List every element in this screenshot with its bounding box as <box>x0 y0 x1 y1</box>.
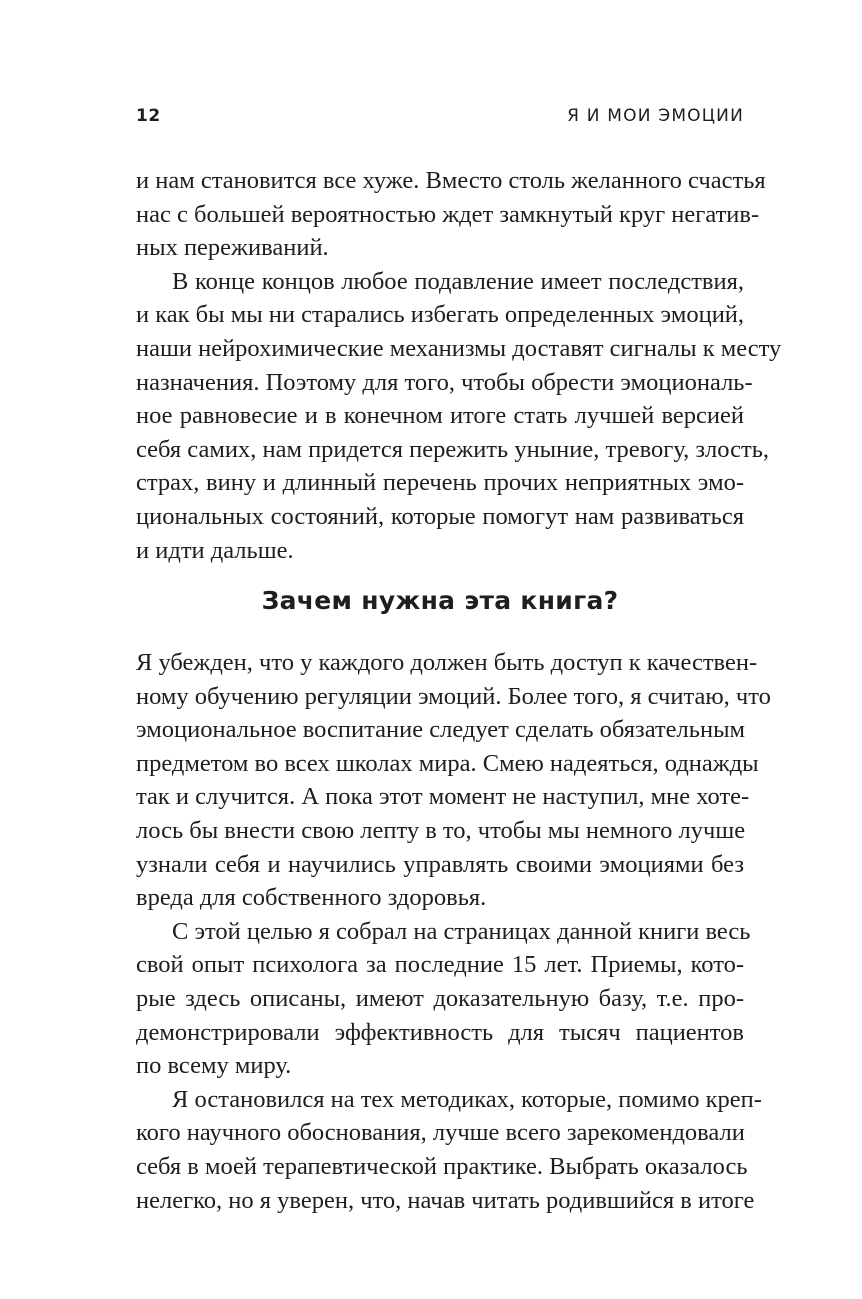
text-block-top <box>136 164 782 567</box>
text-line: эмоциональное воспитание следует сделать обязательным <box>136 716 746 744</box>
text-line: ное равновесие и в конечном итоге стать лучшей версией <box>136 402 744 430</box>
text-line: и нам становится все хуже. Вместо столь желанного счастья <box>136 167 766 194</box>
text-line: демонстрировали эффективность для тысяч пациентов <box>136 1018 744 1046</box>
text-line: назначения. Поэтому для того, чтобы обрести эмоциональ- <box>136 368 753 396</box>
paragraph <box>136 164 766 265</box>
text-line: предметом во всех школах мира. Смею надеяться, однажды <box>136 749 759 777</box>
text-line: себя в моей терапевтической практике. Выбрать оказалось <box>136 1152 748 1180</box>
text-line: кого научного обоснования, лучше всего зарекомендовали <box>136 1119 745 1147</box>
text-block-bottom <box>136 646 771 1217</box>
text-line: С этой целью я собрал на страницах данной книги весь <box>172 917 751 945</box>
text-line: Я убежден, что у каждого должен быть доступ к качествен- <box>136 649 758 676</box>
text-line: наши нейрохимические механизмы доставят сигналы к месту <box>136 334 782 362</box>
text-line: лось бы внести свою лепту в то, чтобы мы немного лучше <box>136 816 746 844</box>
text-line: страх, вину и длинный перечень прочих неприятных эмо- <box>136 469 744 497</box>
text-line: узнали себя и научились управлять своими эмоциями без <box>136 850 744 878</box>
text-line: рые здесь описаны, имеют доказательную базу, т.е. про- <box>136 984 744 1012</box>
text-line: нас с большей вероятностью ждет замкнутый круг негатив- <box>136 200 760 228</box>
page-number: 12 <box>136 106 161 126</box>
running-head-title: Я И МОИ ЭМОЦИИ <box>567 106 744 126</box>
text-line: и как бы мы ни старались избегать определенных эмоций, <box>136 301 745 329</box>
text-line: себя самих, нам придется пережить уныние, тревогу, злость, <box>136 435 770 463</box>
paragraph <box>136 1083 762 1217</box>
text-line: ному обучению регуляции эмоций. Более того, я считаю, что <box>136 682 771 710</box>
running-head <box>136 106 744 136</box>
text-line: и идти дальше. <box>136 536 294 564</box>
text-line: так и случится. А пока этот момент не наступил, мне хоте- <box>136 783 750 811</box>
text-line: свой опыт психолога за последние 15 лет. Приемы, кото- <box>136 951 744 979</box>
paragraph <box>136 646 771 915</box>
text-line: по всему миру. <box>136 1052 292 1080</box>
text-line: вреда для собственного здоровья. <box>136 884 487 912</box>
text-line: Я остановился на тех методиках, которые, помимо креп- <box>172 1085 762 1113</box>
text-line: ных переживаний. <box>136 234 329 262</box>
text-line: циональных состояний, которые помогут нам развиваться <box>136 502 744 530</box>
text-line: нелегко, но я уверен, что, начав читать родившийся в итоге <box>136 1186 755 1214</box>
paragraph <box>136 915 751 1083</box>
paragraph <box>136 265 782 567</box>
section-heading: Зачем нужна эта книга? <box>261 586 619 615</box>
text-line: В конце концов любое подавление имеет последствия, <box>172 267 744 295</box>
